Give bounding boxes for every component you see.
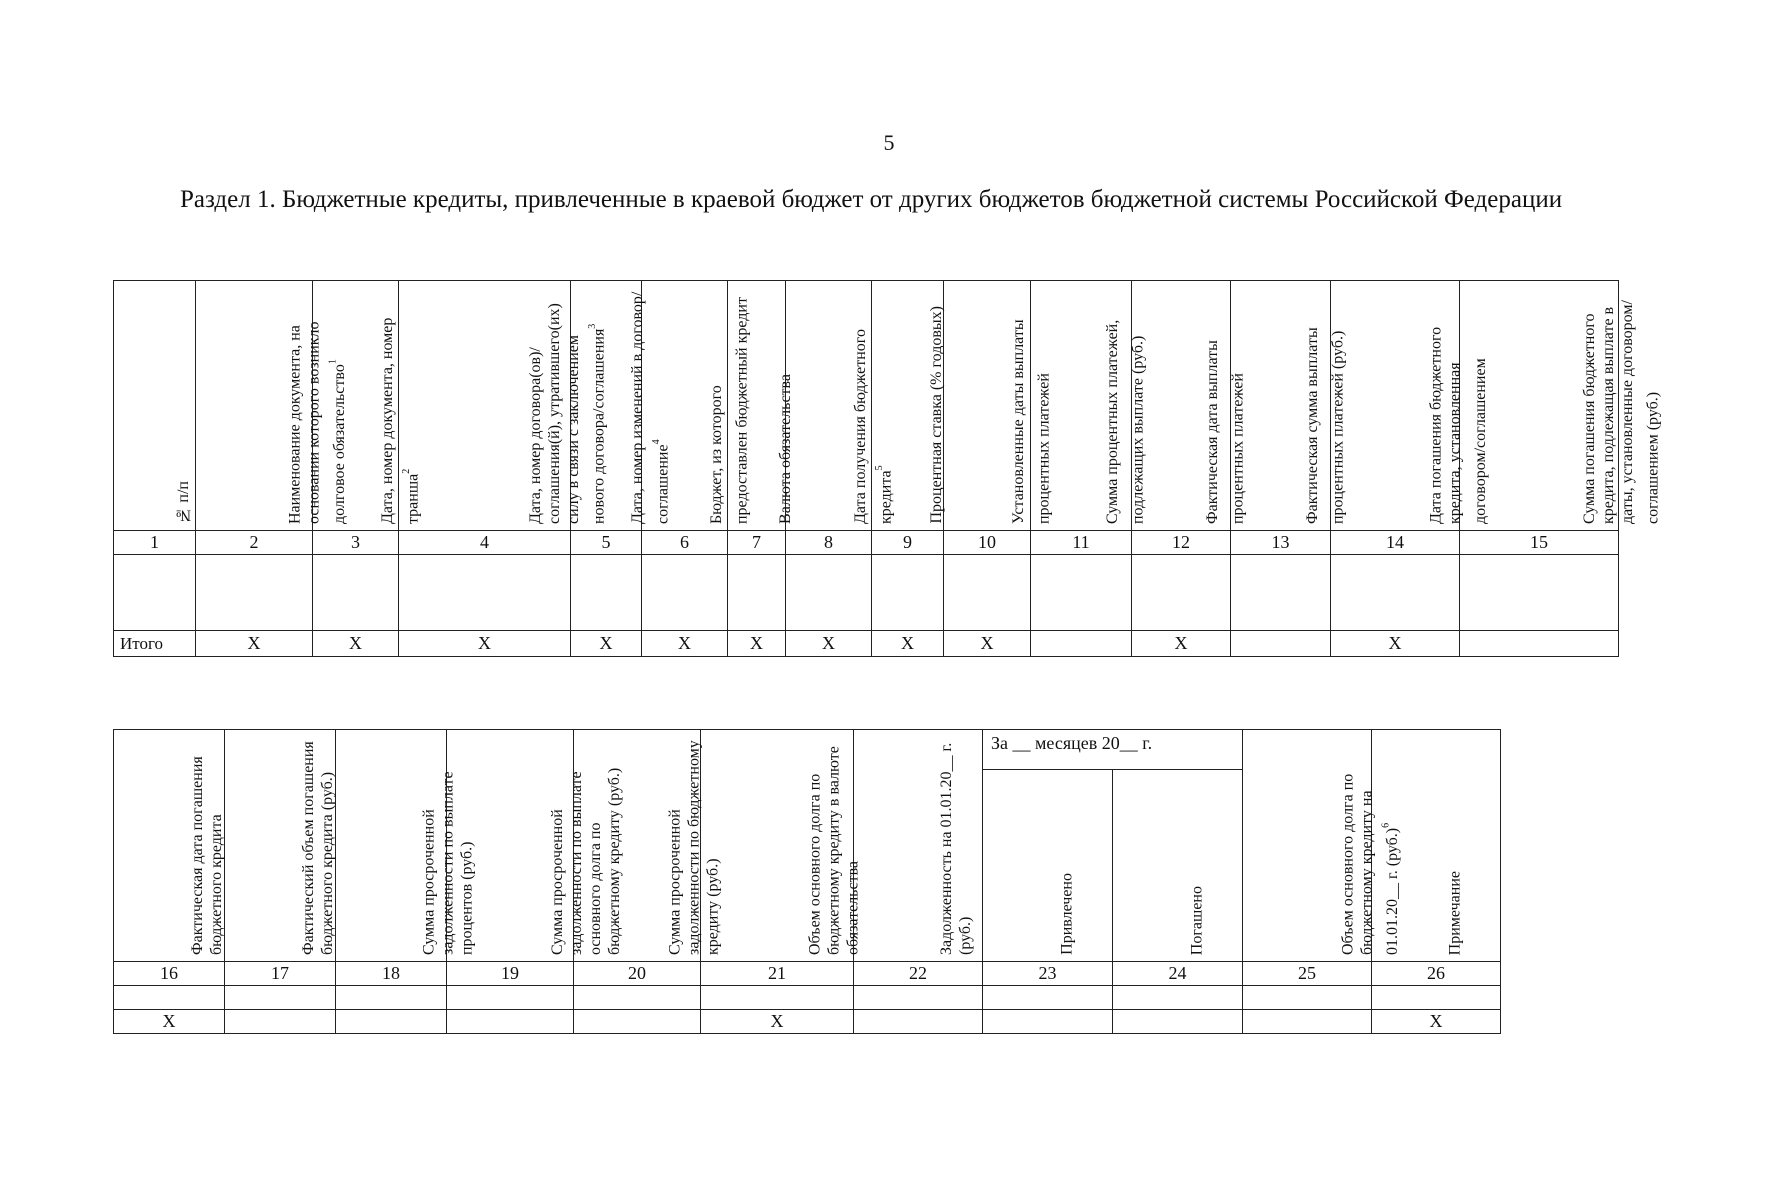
empty-cell: [196, 555, 313, 631]
header-row-top: [114, 730, 1501, 770]
total-cell: X: [786, 631, 872, 657]
column-number: 26: [1372, 962, 1501, 986]
header-cell-22: Задолженность на 01.01.20__ г. (руб.): [854, 730, 983, 962]
total-cell: [574, 1010, 701, 1034]
empty-cell: [1231, 555, 1331, 631]
column-number: 5: [571, 531, 642, 555]
empty-cell: [854, 986, 983, 1010]
total-cell: X: [571, 631, 642, 657]
column-number: 9: [872, 531, 944, 555]
header-cell-5: Дата, номер изменений в договор/соглашение$^4$: [571, 281, 642, 531]
header-cell-11: Сумма процентных платежей, подлежащих выплате (руб.): [1031, 281, 1132, 531]
empty-cell: [701, 986, 854, 1010]
empty-cell: [114, 986, 225, 1010]
header-row: [114, 281, 1619, 531]
empty-cell: [1031, 555, 1132, 631]
empty-cell: [872, 555, 944, 631]
column-number: 1: [114, 531, 196, 555]
total-cell: X: [728, 631, 786, 657]
column-number: 25: [1243, 962, 1372, 986]
column-number: 15: [1460, 531, 1619, 555]
total-label: Итого: [114, 631, 196, 657]
total-cell: [1113, 1010, 1243, 1034]
budget-credits-table: [113, 280, 1662, 657]
header-cell-18: Сумма просроченной задолженности по выплате процентов (руб.): [336, 730, 447, 962]
empty-cell: [336, 986, 447, 1010]
total-row: [114, 1010, 1501, 1034]
header-cell-8: Дата получения бюджетного кредита$^5$: [786, 281, 872, 531]
header-cell-20: Сумма просроченной задолженности по бюджетному кредиту (руб.): [574, 730, 701, 962]
empty-cell: [642, 555, 728, 631]
column-number-row: [114, 531, 1619, 555]
empty-cell: [1372, 986, 1501, 1010]
header-cell-24: Погашено: [1113, 770, 1243, 962]
page-number: 5: [883, 130, 895, 155]
empty-cell: [1331, 555, 1460, 631]
empty-cell: [114, 555, 196, 631]
header-cell-14: Дата погашения бюджетного кредита, установленная договором/соглашением: [1331, 281, 1460, 531]
header-cell-23: Привлечено: [983, 770, 1113, 962]
total-cell: [1231, 631, 1331, 657]
header-cell-17: Фактический объем погашения бюджетного кредита (руб.): [225, 730, 336, 962]
header-cell-4: Дата, номер договора(ов)/соглашения(й), утратившего(их) силу в связи с заключением нового договора/соглашения$^3$: [399, 281, 571, 531]
column-number: 12: [1132, 531, 1231, 555]
empty-cell: [944, 555, 1031, 631]
empty-data-row: [114, 555, 1619, 631]
column-number: 7: [728, 531, 786, 555]
empty-cell: [313, 555, 399, 631]
total-cell: X: [114, 1010, 225, 1034]
total-cell: [336, 1010, 447, 1034]
period-group-header: За __ месяцев 20__ г.: [983, 730, 1243, 770]
header-cell-2: Наименование документа, на основании которого возникло долговое обязательство$^1$: [196, 281, 313, 531]
empty-cell: [447, 986, 574, 1010]
column-number: 22: [854, 962, 983, 986]
total-cell: X: [1331, 631, 1460, 657]
column-number: 19: [447, 962, 574, 986]
credit-repayment-table: [113, 729, 1501, 1034]
empty-cell: [983, 986, 1113, 1010]
column-number: 10: [944, 531, 1031, 555]
total-cell: [854, 1010, 983, 1034]
total-cell: X: [944, 631, 1031, 657]
column-number: 21: [701, 962, 854, 986]
header-cell-13: Фактическая сумма выплаты процентных платежей (руб.): [1231, 281, 1331, 531]
total-cell: X: [399, 631, 571, 657]
column-number: 11: [1031, 531, 1132, 555]
empty-cell: [728, 555, 786, 631]
header-cell-6: Бюджет, из которого предоставлен бюджетный кредит: [642, 281, 728, 531]
column-number: 16: [114, 962, 225, 986]
total-row: [114, 631, 1619, 657]
empty-cell: [225, 986, 336, 1010]
header-cell-15: Сумма погашения бюджетного кредита, подлежащая выплате в даты, установленные договором/соглашением (руб.): [1460, 281, 1619, 531]
column-number: 14: [1331, 531, 1460, 555]
total-cell: X: [1372, 1010, 1501, 1034]
total-cell: [225, 1010, 336, 1034]
total-cell: X: [701, 1010, 854, 1034]
column-number: 24: [1113, 962, 1243, 986]
header-cell-26: Примечание: [1372, 730, 1501, 962]
header-cell-1: № п/п: [114, 281, 196, 531]
column-number: 4: [399, 531, 571, 555]
total-cell: [1460, 631, 1619, 657]
header-cell-7: Валюта обязательства: [728, 281, 786, 531]
empty-cell: [1460, 555, 1619, 631]
section-title: Раздел 1. Бюджетные кредиты, привлеченные в краевой бюджет от других бюджетов бюджетной системы Российской Федерации: [180, 186, 1563, 213]
empty-cell: [1132, 555, 1231, 631]
total-cell: X: [1132, 631, 1231, 657]
empty-cell: [1113, 986, 1243, 1010]
empty-data-row: [114, 986, 1501, 1010]
total-cell: [1243, 1010, 1372, 1034]
header-cell-16: Фактическая дата погашения бюджетного кредита: [114, 730, 225, 962]
header-cell-3: Дата, номер документа, номер транша$^2$: [313, 281, 399, 531]
header-cell-21: Объем основного долга по бюджетному кредиту в валюте обязательства: [701, 730, 854, 962]
empty-cell: [399, 555, 571, 631]
empty-cell: [571, 555, 642, 631]
empty-cell: [786, 555, 872, 631]
empty-cell: [574, 986, 701, 1010]
total-cell: X: [642, 631, 728, 657]
total-cell: [447, 1010, 574, 1034]
column-number: 18: [336, 962, 447, 986]
total-cell: X: [196, 631, 313, 657]
header-cell-10: Установленные даты выплаты процентных платежей: [944, 281, 1031, 531]
column-number: 13: [1231, 531, 1331, 555]
total-cell: [983, 1010, 1113, 1034]
total-cell: [1031, 631, 1132, 657]
total-cell: X: [313, 631, 399, 657]
column-number: 23: [983, 962, 1113, 986]
column-number: 3: [313, 531, 399, 555]
header-cell-12: Фактическая дата выплаты процентных платежей: [1132, 281, 1231, 531]
column-number: 2: [196, 531, 313, 555]
header-cell-9: Процентная ставка (% годовых): [872, 281, 944, 531]
column-number: 20: [574, 962, 701, 986]
column-number: 8: [786, 531, 872, 555]
column-number: 17: [225, 962, 336, 986]
column-number-row: [114, 962, 1501, 986]
header-cell-25: Объем основного долга по бюджетному кредиту на 01.01.20__ г. $(руб.)^6$: [1243, 730, 1372, 962]
total-cell: X: [872, 631, 944, 657]
column-number: 6: [642, 531, 728, 555]
header-cell-19: Сумма просроченной задолженности по выплате основного долга по бюджетному кредиту (руб.): [447, 730, 574, 962]
empty-cell: [1243, 986, 1372, 1010]
